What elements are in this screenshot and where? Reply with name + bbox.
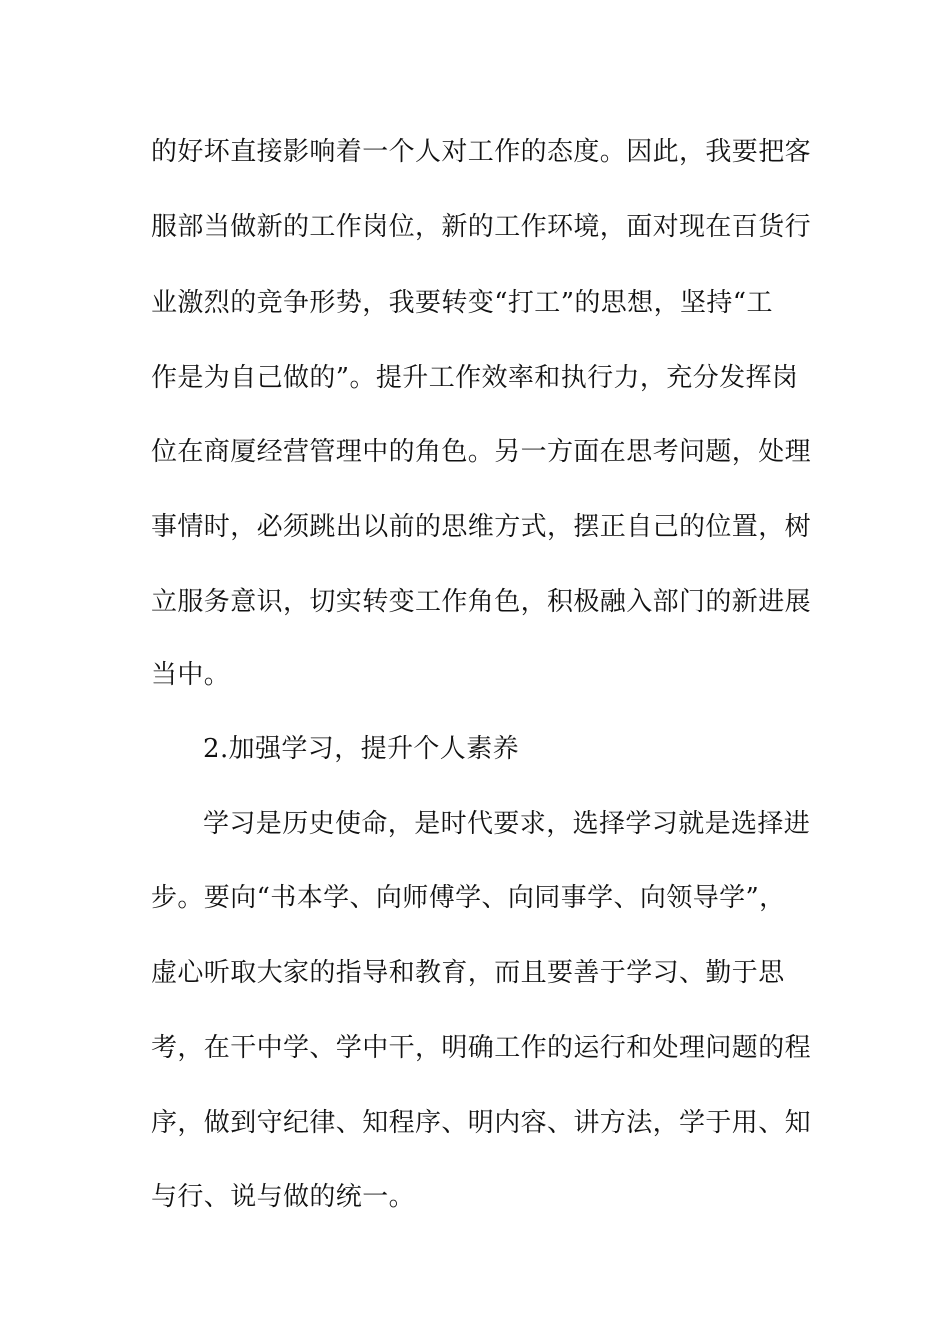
paragraph-line-3: 业激烈的竞争形势，我要转变“打工”的思想，坚持“工 [151, 288, 773, 318]
section-heading: 2.加强学习，提升个人素养 [203, 734, 520, 764]
paragraph-line-1: 的好坏直接影响着一个人对工作的态度。因此，我要把客 [151, 137, 812, 167]
paragraph-line-13: 序，做到守纪律、知程序、明内容、讲方法，学于用、知 [151, 1108, 812, 1138]
paragraph-line-4: 作是为自己做的”。提升工作效率和执行力，充分发挥岗 [151, 363, 799, 393]
paragraph-line-7: 立服务意识，切实转变工作角色，积极融入部门的新进展 [151, 587, 812, 617]
paragraph-line-12: 考，在干中学、学中干，明确工作的运行和处理问题的程 [151, 1033, 812, 1063]
paragraph-line-14: 与行、说与做的统一。 [151, 1182, 416, 1212]
paragraph-line-2: 服部当做新的工作岗位，新的工作环境，面对现在百货行 [151, 212, 812, 242]
paragraph-line-6: 事情时，必须跳出以前的思维方式，摆正自己的位置，树 [151, 512, 812, 542]
paragraph-line-8: 当中。 [151, 660, 231, 690]
paragraph-line-9: 学习是历史使命，是时代要求，选择学习就是选择进 [203, 809, 811, 839]
paragraph-line-10: 步。要向“书本学、向师傅学、向同事学、向领导学”， [151, 883, 786, 913]
paragraph-line-11: 虚心听取大家的指导和教育，而且要善于学习、勤于思 [151, 958, 785, 988]
paragraph-line-5: 位在商厦经营管理中的角色。另一方面在思考问题，处理 [151, 437, 812, 467]
